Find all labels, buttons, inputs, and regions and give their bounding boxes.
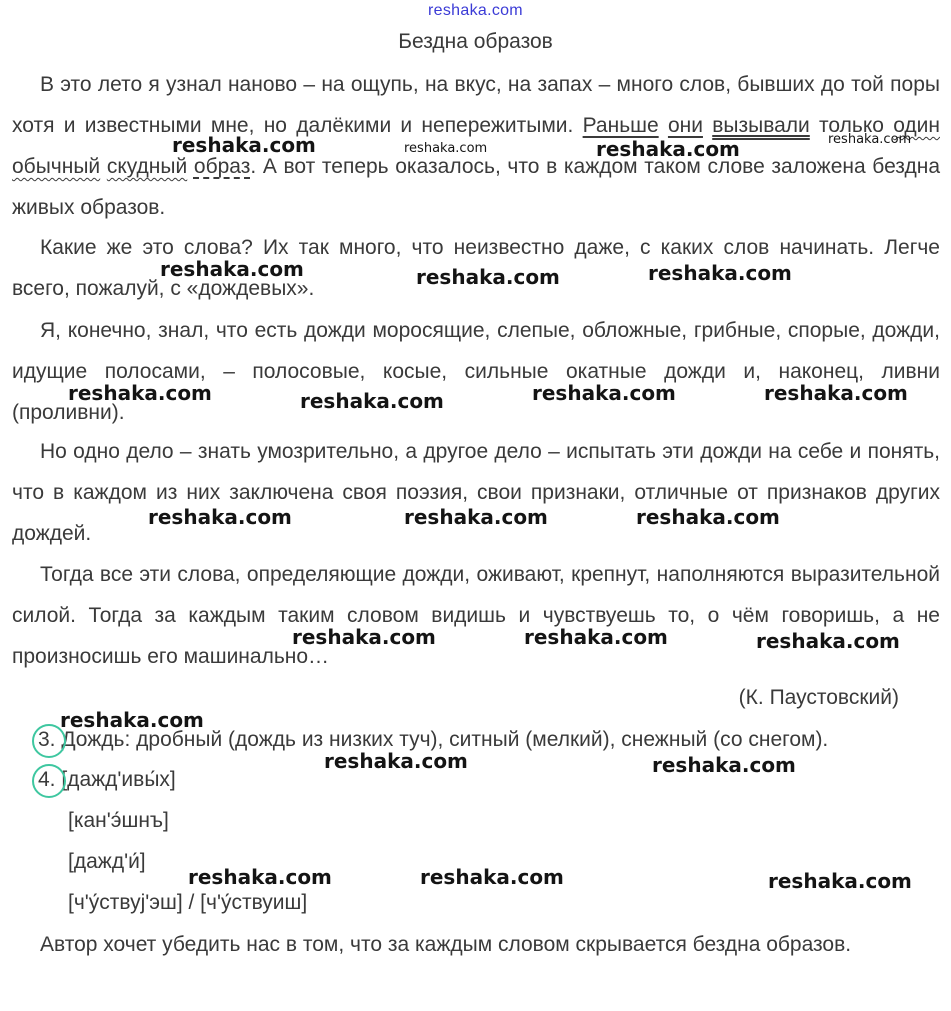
- watermark: reshaka.com: [324, 749, 468, 773]
- word-obychny: обычный: [12, 155, 101, 178]
- watermark: reshaka.com: [404, 505, 548, 529]
- watermark: reshaka.com: [148, 505, 292, 529]
- watermark: reshaka.com: [300, 389, 444, 413]
- p1-text-a: В это лето я узнал наново – на ощупь, на вкус, на запах – много слов, бывших до той поры хотя и известными мне, но далёкими и непережитыми.: [12, 73, 940, 137]
- transcription-2: [кан'э́шнъ]: [68, 809, 169, 832]
- circle-mark-icon: [32, 764, 66, 798]
- watermark: reshaka.com: [188, 865, 332, 889]
- watermark: reshaka.com: [416, 265, 560, 289]
- watermark: reshaka.com: [68, 381, 212, 405]
- paragraph-3: Я, конечно, знал, что есть дожди моросящие, слепые, обложные, грибные, спорые, дожди, идущие полосами, – полосовые, косые, сильные окатные дожди и, наконец, ливни (проливни).: [12, 319, 940, 424]
- watermark: reshaka.com: [60, 708, 204, 732]
- watermark: reshaka.com: [764, 381, 908, 405]
- word-obraz: образ: [193, 155, 251, 178]
- answer-4-number: 4.: [38, 762, 56, 798]
- page-title: Бездна образов: [398, 30, 553, 53]
- author-attribution: (К. Паустовский): [738, 686, 899, 709]
- p1-text-c: . А вот теперь оказалось, что в каждом таком слове заложена бездна живых образов.: [12, 155, 941, 219]
- transcription-3: [дажд'и́]: [68, 850, 146, 873]
- paragraph-4: Но одно дело – знать умозрительно, а другое дело – испытать эти дожди на себе и понять, что в каждом из них заключена своя поэзия, свои признаки, отличные от признаков других дождей.: [12, 440, 940, 545]
- watermark: reshaka.com: [596, 137, 740, 161]
- paragraph-5: Тогда все эти слова, определяющие дожди, оживают, крепнут, наполняются выразительной силой. Тогда за каждым таким словом видишь и чувствуешь то, о чём говоришь, а не произносишь его машинально…: [12, 563, 940, 668]
- site-link[interactable]: reshaka.com: [428, 2, 523, 19]
- paragraph-2: Какие же это слова? Их так много, что неизвестно даже, с каких слов начинать. Легче всего, пожалуй, с «дождевых».: [12, 236, 940, 300]
- answer-3-number: 3.: [38, 722, 56, 758]
- watermark: reshaka.com: [768, 869, 912, 893]
- watermark: reshaka.com: [172, 133, 316, 157]
- word-odin: один: [893, 114, 940, 137]
- watermark: reshaka.com: [828, 132, 912, 147]
- watermark: reshaka.com: [756, 629, 900, 653]
- watermark: reshaka.com: [652, 753, 796, 777]
- watermark: reshaka.com: [532, 381, 676, 405]
- transcription-1: [дажд'ивы́х]: [55, 768, 176, 791]
- answer-3-text: Дождь: дробный (дождь из низких туч), ситный (мелкий), снежный (со снегом).: [55, 728, 829, 751]
- word-ranshe: Раньше: [582, 114, 659, 137]
- watermark: reshaka.com: [636, 505, 780, 529]
- watermark: reshaka.com: [292, 625, 436, 649]
- word-skudny: скудный: [106, 155, 188, 178]
- watermark: reshaka.com: [648, 261, 792, 285]
- word-oni: они: [667, 114, 703, 137]
- watermark: reshaka.com: [404, 141, 488, 156]
- conclusion: Автор хочет убедить нас в том, что за каждым словом скрывается бездна образов.: [40, 933, 852, 956]
- answer-4: [38, 762, 176, 798]
- word-vyzyvali: вызывали: [712, 114, 810, 137]
- watermark: reshaka.com: [420, 865, 564, 889]
- transcription-4: [ч'у́ствуj'эш] / [ч'у́ствуиш]: [68, 891, 308, 914]
- watermark: reshaka.com: [160, 257, 304, 281]
- p1-text-b: только: [809, 114, 894, 137]
- watermark: reshaka.com: [524, 625, 668, 649]
